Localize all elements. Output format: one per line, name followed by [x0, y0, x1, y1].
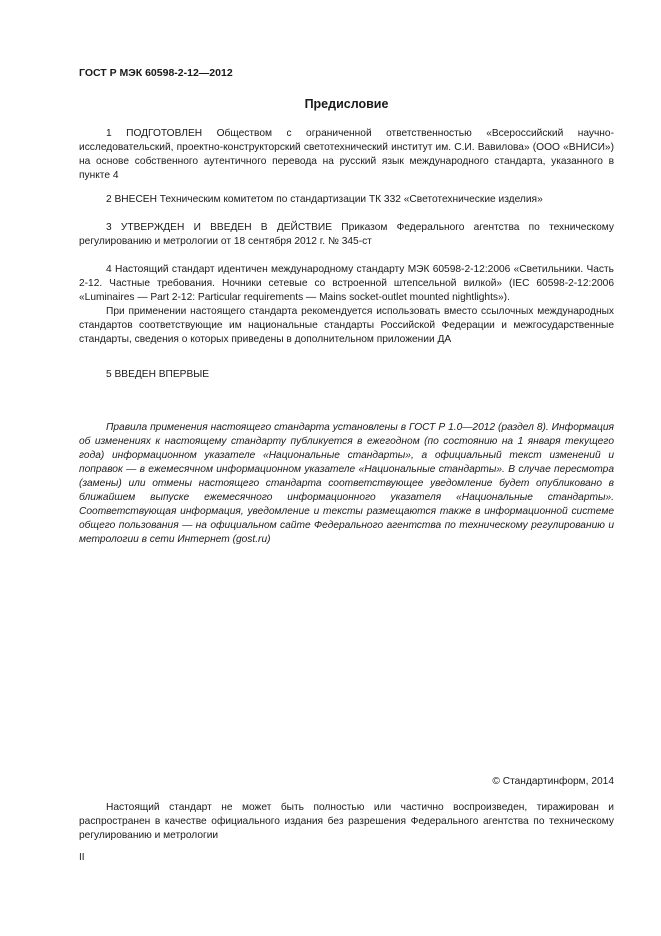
page-title: Предисловие — [304, 97, 389, 111]
copyright-line: © Стандартинформ, 2014 — [492, 776, 614, 787]
paragraph-approved: 3 УТВЕРЖДЕН И ВВЕДЕН В ДЕЙСТВИЕ Приказом Федерального агентства по техническому регулированию и метрологии от 18 сентября 2012 г. № 345-ст — [79, 222, 614, 247]
paragraph-introduced: 5 ВВЕДЕН ВПЕРВЫЕ — [106, 369, 210, 380]
paragraph-prepared: 1 ПОДГОТОВЛЕН Обществом с ограниченной ответственностью «Всероссийский научно-исследовательский, проектно-конструкторский светотехнический институт им. С.И. Вавилова» (ООО «ВНИСИ») на основе собственного аутентичного перевода на русский язык международного стандарта, указанного в пункте 4 — [79, 128, 614, 181]
section-4 — [79, 263, 614, 347]
section-2 — [79, 193, 614, 207]
notice-text: Правила применения настоящего стандарта установлены в ГОСТ Р 1.0—2012 (раздел 8). Информация об изменениях к настоящему стандарту публикуется в ежегодном (по состоянию на 1 января текущего года) информационном указателе «Национальные стандарты», а официальный текст изменений и поправок — в ежемесячном информационном указателе «Национальные стандарты». В случае пересмотра (замены) или отмены настоящего стандарта соответствующее уведомление будет опубликовано в ближайшем выпуске ежемесячного информационного указателя «Национальные стандарты». Соответствующая информация, уведомление и тексты размещаются также в информационной системе общего пользования — на официальном сайте Федерального агентства по техническому регулированию и метрологии в сети Интернет (gost.ru) — [79, 422, 614, 545]
page-number: II — [79, 852, 85, 863]
paragraph-references: При применении настоящего стандарта рекомендуется использовать вместо ссылочных международных стандартов соответствующие им национальные стандарты Российской Федерации и межгосударственные стандарты, сведения о которых приведены в дополнительном приложении ДА — [79, 306, 614, 345]
section-5 — [79, 368, 614, 382]
document-header: ГОСТ Р МЭК 60598-2-12—2012 — [79, 67, 233, 79]
section-1 — [79, 127, 614, 183]
footer-block — [79, 801, 614, 843]
footer-text: Настоящий стандарт не может быть полностью или частично воспроизведен, тиражирован и распространен в качестве официального издания без разрешения Федерального агентства по техническому регулированию и метрологии — [79, 802, 614, 841]
paragraph-submitted: 2 ВНЕСЕН Техническим комитетом по стандартизации ТК 332 «Светотехнические изделия» — [106, 194, 543, 205]
section-3 — [79, 221, 614, 249]
paragraph-identical: 4 Настоящий стандарт идентичен международному стандарту МЭК 60598-2-12:2006 «Светильники. Часть 2-12. Частные требования. Ночники сетевые со встроенной штепсельной вилкой» (IEC 60598-2-12:2006 «Luminaires — Part 2-12: Particular requirements — Mains socket-outlet mounted nightlights»). — [79, 264, 614, 303]
notice-block — [79, 421, 614, 547]
